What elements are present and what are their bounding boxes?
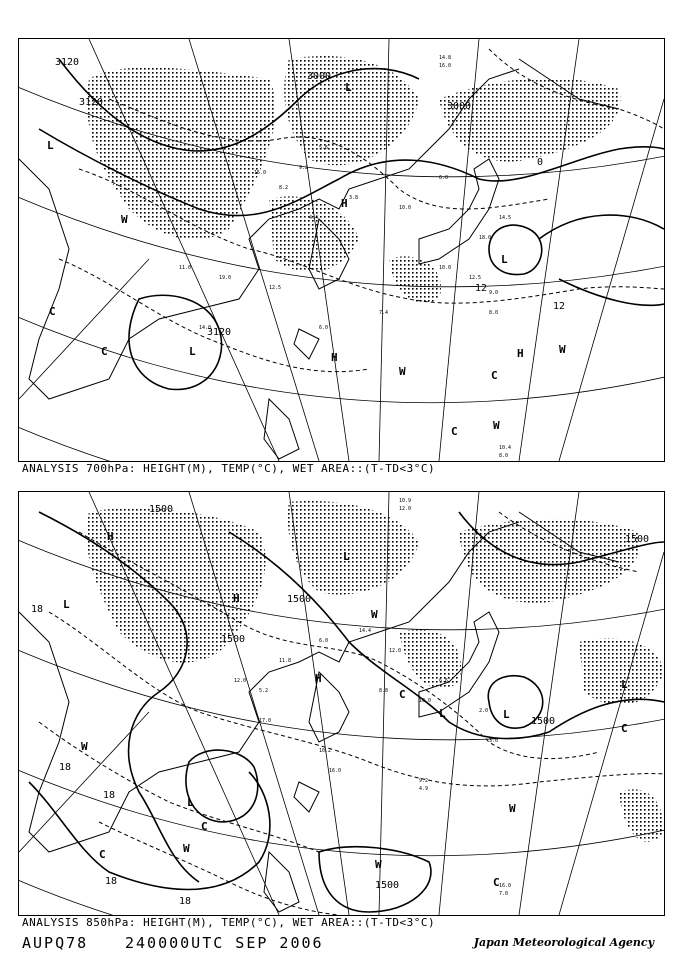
- svg-text:11.0: 11.0: [179, 265, 192, 271]
- contour-label: 0: [537, 157, 544, 168]
- svg-text:4.4: 4.4: [309, 215, 319, 221]
- contour-label: 18: [31, 604, 44, 615]
- cold-center: C: [99, 848, 106, 861]
- low-center: L: [47, 139, 54, 152]
- svg-text:9.2: 9.2: [299, 165, 309, 171]
- wet-area-shading: [87, 56, 620, 303]
- svg-text:16.0: 16.0: [439, 63, 452, 69]
- svg-text:8.8: 8.8: [379, 688, 389, 694]
- cold-center: C: [451, 425, 458, 438]
- contour-label: 3120: [79, 97, 104, 108]
- warm-center: W: [509, 802, 516, 815]
- svg-text:8.0: 8.0: [489, 310, 499, 316]
- svg-text:12.0: 12.0: [234, 678, 247, 684]
- svg-text:2.0: 2.0: [479, 708, 489, 714]
- cold-center: C: [493, 876, 500, 889]
- low-center: L: [503, 708, 510, 721]
- contour-label: 1500: [625, 534, 650, 545]
- warm-center: W: [399, 365, 406, 378]
- svg-text:10.9: 10.9: [399, 498, 412, 504]
- contour-label: 18: [59, 762, 72, 773]
- high-center: H: [517, 347, 524, 360]
- svg-text:12.0: 12.0: [399, 506, 412, 512]
- low-center: L: [345, 81, 352, 94]
- svg-text:19.0: 19.0: [219, 275, 232, 281]
- svg-text:3.8: 3.8: [349, 195, 359, 201]
- svg-text:16.0: 16.0: [499, 883, 512, 889]
- contour-label: 18: [105, 876, 118, 887]
- svg-text:14.8: 14.8: [439, 55, 452, 61]
- svg-text:17.0: 17.0: [259, 718, 272, 724]
- contour-label: 12: [553, 301, 566, 312]
- warm-center: W: [121, 213, 128, 226]
- svg-text:7.0: 7.0: [499, 891, 509, 897]
- svg-text:12.5: 12.5: [269, 285, 282, 291]
- warm-center: W: [375, 858, 382, 871]
- cold-center: C: [621, 722, 628, 735]
- warm-center: W: [183, 842, 190, 855]
- warm-center: W: [493, 419, 500, 432]
- map-850hpa-svg: [19, 492, 664, 915]
- contour-label: 3120: [207, 327, 232, 338]
- contour-label: 1500: [287, 594, 312, 605]
- warm-center: W: [371, 608, 378, 621]
- low-center: L: [621, 678, 628, 691]
- chart-id: AUPQ78: [22, 934, 89, 952]
- wet-area-shading: [86, 501, 664, 842]
- cold-center: C: [101, 345, 108, 358]
- contour-label: 3000: [447, 101, 472, 112]
- cold-center: C: [49, 305, 56, 318]
- low-center: L: [63, 598, 70, 611]
- svg-text:6.0: 6.0: [319, 638, 329, 644]
- contour-label: 18: [103, 790, 116, 801]
- high-center: H: [315, 672, 322, 685]
- high-center: H: [341, 197, 348, 210]
- low-center: L: [343, 550, 350, 563]
- svg-text:14.5: 14.5: [499, 215, 512, 221]
- svg-text:4.9: 4.9: [419, 786, 429, 792]
- contour-label: 1500: [221, 634, 246, 645]
- map-700hpa-panel: [18, 38, 665, 462]
- svg-text:10.0: 10.0: [419, 698, 432, 704]
- low-center: L: [501, 253, 508, 266]
- svg-text:12.0: 12.0: [389, 648, 402, 654]
- low-center: L: [187, 796, 194, 809]
- low-center: L: [439, 707, 446, 720]
- svg-text:9.2: 9.2: [419, 778, 429, 784]
- contour-label: 1500: [531, 716, 556, 727]
- svg-text:5.2: 5.2: [259, 688, 269, 694]
- high-center: H: [107, 530, 114, 543]
- svg-text:5.6: 5.6: [319, 145, 329, 151]
- svg-text:10.0: 10.0: [439, 265, 452, 271]
- svg-text:8.0: 8.0: [499, 453, 509, 459]
- top-chart-caption: ANALYSIS 700hPa: HEIGHT(M), TEMP(°C), WET AREA::(T-TD<3°C): [22, 462, 436, 475]
- svg-text:16.0: 16.0: [329, 768, 342, 774]
- svg-text:6.0: 6.0: [319, 325, 329, 331]
- warm-center: W: [559, 343, 566, 356]
- svg-text:15.0: 15.0: [254, 170, 267, 176]
- contour-label: 1500: [375, 880, 400, 891]
- high-center: H: [331, 351, 338, 364]
- svg-text:6.0: 6.0: [439, 175, 449, 181]
- cold-center: C: [491, 369, 498, 382]
- high-center: H: [233, 592, 240, 605]
- svg-text:3.0: 3.0: [489, 738, 499, 744]
- cold-center: C: [399, 688, 406, 701]
- svg-text:18.0: 18.0: [479, 235, 492, 241]
- map-850hpa-panel: [18, 491, 665, 916]
- bottom-chart-caption: ANALYSIS 850hPa: HEIGHT(M), TEMP(°C), WET AREA::(T-TD<3°C): [22, 916, 436, 929]
- svg-text:10.4: 10.4: [499, 445, 512, 451]
- svg-text:12.5: 12.5: [469, 275, 482, 281]
- map-700hpa-svg: [19, 39, 664, 461]
- svg-text:14.4: 14.4: [359, 628, 372, 634]
- contour-label: 3000: [307, 71, 332, 82]
- svg-text:9.0: 9.0: [489, 290, 499, 296]
- svg-text:10.2: 10.2: [319, 748, 332, 754]
- cold-center: C: [201, 820, 208, 833]
- contour-label: 1500: [149, 504, 174, 515]
- warm-center: W: [81, 740, 88, 753]
- contour-label: 12: [475, 283, 488, 294]
- svg-text:10.0: 10.0: [399, 205, 412, 211]
- svg-text:6.6: 6.6: [439, 678, 449, 684]
- contour-label: 18: [179, 896, 192, 907]
- agency-name: Japan Meteorological Agency: [473, 936, 654, 949]
- valid-time: 240000UTC SEP 2006: [125, 934, 324, 952]
- svg-text:8.2: 8.2: [279, 185, 289, 191]
- svg-text:14.0: 14.0: [199, 325, 212, 331]
- svg-text:11.8: 11.8: [279, 658, 292, 664]
- low-center: L: [189, 345, 196, 358]
- contour-label: 3120: [55, 57, 80, 68]
- svg-text:7.4: 7.4: [379, 310, 389, 316]
